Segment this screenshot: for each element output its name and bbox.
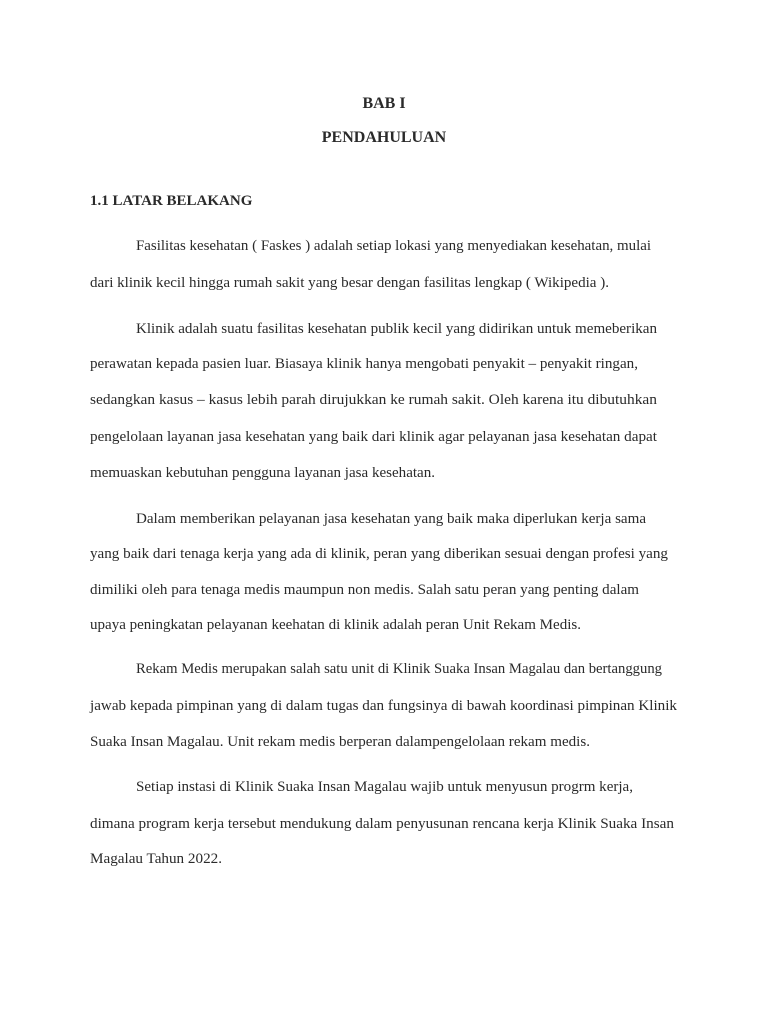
paragraph-line: upaya peningkatan pelayanan keehatan di klinik adalah peran Unit Rekam Medis. xyxy=(90,617,581,633)
paragraph-line: memuaskan kebutuhan pengguna layanan jasa kesehatan. xyxy=(90,465,436,481)
paragraph-line: yang baik dari tenaga kerja yang ada di klinik, peran yang diberikan sesuai dengan profesi yang xyxy=(90,546,668,562)
chapter-number: BAB I xyxy=(362,95,406,112)
paragraph-line: pengelolaan layanan jasa kesehatan yang baik dari klinik agar pelayanan jasa kesehatan dapat xyxy=(90,429,657,445)
paragraph-line: sedangkan kasus – kasus lebih parah dirujukkan ke rumah sakit. Oleh karena itu dibutuhkan xyxy=(90,392,657,408)
paragraph-line: Suaka Insan Magalau. Unit rekam medis berperan dalampengelolaan rekam medis. xyxy=(90,734,590,750)
paragraph-line: dimana program kerja tersebut mendukung dalam penyusunan rencana kerja Klinik Suaka Insan xyxy=(90,816,675,832)
paragraph-line: dimiliki oleh para tenaga medis maumpun non medis. Salah satu peran yang penting dalam xyxy=(90,582,640,598)
paragraph-line: Magalau Tahun 2022. xyxy=(90,851,223,867)
paragraph-line: dari klinik kecil hingga rumah sakit yang besar dengan fasilitas lengkap ( Wikipedia ). xyxy=(90,275,610,291)
paragraph-line: Rekam Medis merupakan salah satu unit di Klinik Suaka Insan Magalau dan bertanggung xyxy=(136,661,663,677)
chapter-title: PENDAHULUAN xyxy=(321,129,447,146)
paragraph-line: Fasilitas kesehatan ( Faskes ) adalah setiap lokasi yang menyediakan kesehatan, mulai xyxy=(136,238,652,254)
paragraph-line: jawab kepada pimpinan yang di dalam tugas dan fungsinya di bawah koordinasi pimpinan Klinik xyxy=(90,698,677,714)
paragraph-line: Dalam memberikan pelayanan jasa kesehatan yang baik maka diperlukan kerja sama xyxy=(136,511,647,527)
paragraph-line: perawatan kepada pasien luar. Biasaya klinik hanya mengobati penyakit – penyakit ringan, xyxy=(90,356,638,372)
paragraph-line: Klinik adalah suatu fasilitas kesehatan publik kecil yang didirikan untuk memeberikan xyxy=(136,321,658,337)
paragraph-line: Setiap instasi di Klinik Suaka Insan Magalau wajib untuk menyusun progrm kerja, xyxy=(136,779,633,795)
section-title: 1.1 LATAR BELAKANG xyxy=(90,193,253,209)
